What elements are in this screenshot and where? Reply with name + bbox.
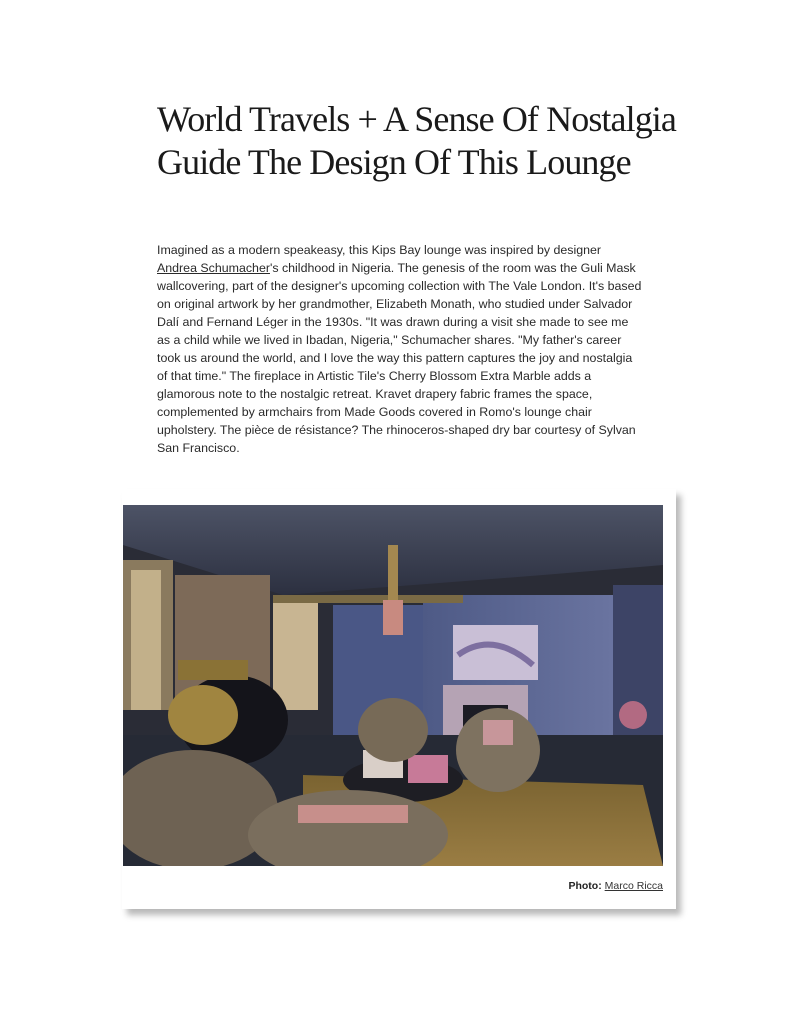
body-text-rest: 's childhood in Nigeria. The genesis of the room was the Guli Mask wallcovering, part of the designer's upcoming collection with The Vale London. It's based on original artwork by her grandmother, Elizabeth Monath, who studied under Salvador Dalí and Fernand Léger in the 1930s. "It was drawn during a visit she made to see me as a child while we lived in Ibadan, Nigeria," Schumacher shares. "My father's career took us around the world, and I love the way this pattern captures the joy and nostalgia of that time." The fireplace in Artistic Tile's Cherry Blossom Extra Marble adds a glamorous note to the nostalgic retreat. Kravet drapery fabric frames the space, complemented by armchairs from Made Goods covered in Romo's lounge chair upholstery. The pièce de résistance? The rhinoceros-shaped dry bar courtesy of Sylvan San Francisco. bbox=[157, 261, 642, 455]
designer-link[interactable]: Andrea Schumacher bbox=[157, 261, 270, 275]
article-title: World Travels + A Sense Of Nostalgia Guide The Design Of This Lounge bbox=[157, 99, 676, 182]
body-text-start: Imagined as a modern speakeasy, this Kips Bay lounge was inspired by designer bbox=[157, 243, 602, 257]
photo-card bbox=[122, 489, 676, 909]
lounge-photo-illustration bbox=[123, 505, 663, 866]
caption-label: Photo: bbox=[568, 880, 602, 892]
article-body bbox=[157, 241, 642, 457]
photographer-link[interactable]: Marco Ricca bbox=[604, 880, 663, 892]
photo-caption bbox=[568, 880, 663, 892]
lounge-photo bbox=[123, 505, 663, 866]
